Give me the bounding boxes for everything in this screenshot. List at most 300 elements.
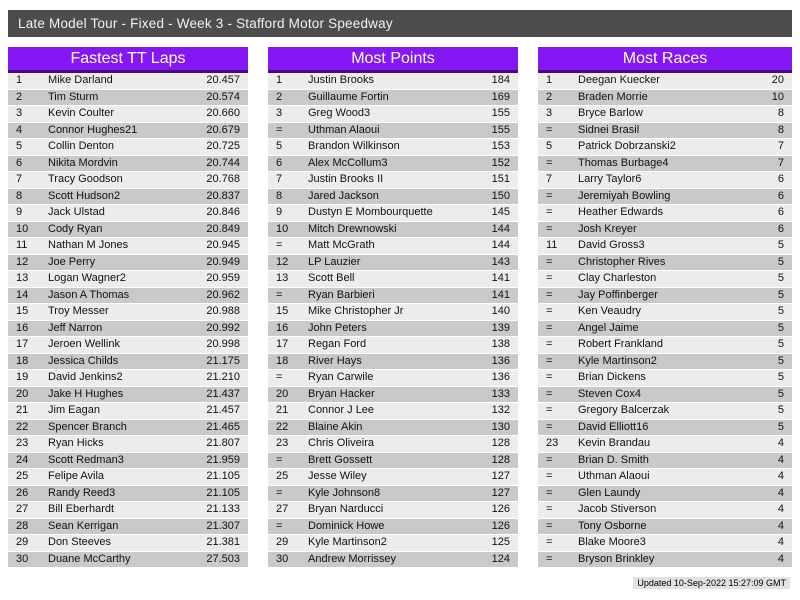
rank-cell: 4 (16, 123, 23, 136)
driver-name-cell: Uthman Alaoui (578, 470, 650, 482)
driver-name-cell: Patrick Dobrzanski2 (578, 140, 676, 152)
table-row (8, 486, 248, 503)
driver-name-cell: Chris Oliveira (308, 437, 375, 449)
rank-cell: 23 (546, 437, 559, 449)
rank-cell: = (546, 387, 553, 400)
value-cell: 20.949 (206, 255, 240, 268)
rank-cell: 17 (276, 338, 289, 350)
table-row (8, 354, 248, 371)
value-cell: 4 (777, 536, 784, 548)
rank-cell: = (546, 338, 553, 350)
value-cell: 5 (777, 404, 784, 416)
table-row (538, 189, 792, 206)
value-cell: 5 (777, 239, 784, 251)
table-row (8, 90, 248, 107)
value-cell: 21.807 (206, 437, 240, 449)
value-cell: 6 (777, 189, 784, 202)
table-row (538, 469, 792, 486)
driver-name-cell: Collin Denton (48, 140, 115, 152)
rank-cell: 25 (16, 470, 29, 482)
rank-cell: 1 (546, 74, 553, 86)
rank-cell: = (546, 420, 553, 433)
driver-name-cell: Sidnei Brasil (578, 123, 640, 136)
table-row (268, 288, 518, 305)
table-row (538, 123, 792, 140)
rank-cell: = (276, 486, 283, 499)
table-row (268, 106, 518, 123)
rank-cell: 14 (16, 288, 29, 301)
table-row (8, 370, 248, 387)
table-row (8, 205, 248, 222)
rank-cell: 12 (16, 255, 29, 268)
table-row (268, 502, 518, 519)
table-row (538, 238, 792, 255)
value-cell: 21.381 (206, 536, 240, 548)
value-cell: 20.725 (206, 140, 240, 152)
rank-cell: 8 (16, 189, 23, 202)
driver-name-cell: Larry Taylor6 (578, 173, 642, 185)
value-cell: 143 (491, 255, 510, 268)
rank-cell: = (546, 503, 553, 515)
table-row (268, 238, 518, 255)
table-row (268, 139, 518, 156)
table-row (268, 205, 518, 222)
driver-name-cell: Glen Laundy (578, 486, 641, 499)
value-cell: 140 (491, 305, 510, 317)
value-cell: 20.945 (206, 239, 240, 251)
value-cell: 4 (777, 437, 784, 449)
value-cell: 5 (777, 354, 784, 367)
value-cell: 7 (777, 156, 784, 169)
driver-name-cell: Troy Messer (48, 305, 109, 317)
value-cell: 4 (777, 486, 784, 499)
rank-cell: 21 (16, 404, 29, 416)
rank-cell: 15 (16, 305, 29, 317)
table-row (8, 189, 248, 206)
driver-name-cell: Duane McCarthy (48, 552, 131, 565)
table-row (8, 403, 248, 420)
rank-cell: 15 (276, 305, 289, 317)
driver-name-cell: Joe Perry (48, 255, 96, 268)
value-cell: 8 (777, 123, 784, 136)
table-row (268, 271, 518, 288)
rank-cell: 28 (16, 519, 29, 532)
rank-cell: = (546, 371, 553, 383)
driver-name-cell: Nikita Mordvin (48, 156, 118, 169)
table-row (268, 222, 518, 239)
driver-name-cell: Jared Jackson (308, 189, 379, 202)
driver-name-cell: Dustyn E Mombourquette (308, 206, 433, 218)
table-row (8, 123, 248, 140)
driver-name-cell: Josh Kreyer (578, 222, 637, 235)
value-cell: 20.998 (206, 338, 240, 350)
value-cell: 5 (777, 272, 784, 284)
driver-name-cell: Nathan M Jones (48, 239, 129, 251)
value-cell: 136 (491, 371, 510, 383)
driver-name-cell: Bryan Hacker (308, 387, 375, 400)
driver-name-cell: David Elliott16 (578, 420, 649, 433)
value-cell: 5 (777, 321, 784, 334)
table-row (8, 519, 248, 536)
driver-name-cell: Tim Sturm (48, 90, 99, 103)
value-cell: 153 (491, 140, 510, 152)
table-row (538, 321, 792, 338)
leaderboards (8, 47, 792, 568)
driver-name-cell: Scott Hudson2 (48, 189, 121, 202)
rank-cell: 11 (546, 239, 558, 251)
value-cell: 10 (771, 90, 784, 103)
rank-cell: 7 (16, 173, 23, 185)
table-row (538, 519, 792, 536)
rank-cell: 22 (16, 420, 29, 433)
value-cell: 20 (771, 74, 784, 86)
rank-cell: = (276, 453, 283, 466)
rank-cell: 10 (276, 222, 289, 235)
updated-timestamp: Updated 10-Sep-2022 15:27:09 GMT (633, 577, 790, 589)
rank-cell: 9 (16, 206, 23, 218)
rank-cell: = (546, 255, 553, 268)
rank-cell: 27 (16, 503, 29, 515)
table-row (538, 106, 792, 123)
value-cell: 20.849 (206, 222, 240, 235)
rank-cell: = (276, 519, 283, 532)
rank-cell: 8 (276, 189, 283, 202)
panel-title: Most Races (538, 47, 792, 73)
value-cell: 20.846 (206, 206, 240, 218)
rank-cell: 11 (16, 239, 28, 251)
table-row (8, 304, 248, 321)
rank-cell: 16 (276, 321, 289, 334)
value-cell: 4 (777, 519, 784, 532)
driver-name-cell: Scott Bell (308, 272, 355, 284)
rank-cell: = (546, 354, 553, 367)
rank-cell: 20 (276, 387, 289, 400)
driver-name-cell: Andrew Morrissey (308, 552, 397, 565)
table-row (268, 519, 518, 536)
driver-name-cell: Dominick Howe (308, 519, 385, 532)
value-cell: 141 (491, 272, 510, 284)
rank-cell: 13 (276, 272, 289, 284)
table-row (268, 486, 518, 503)
rank-cell: 20 (16, 387, 29, 400)
driver-name-cell: Jay Poffinberger (578, 288, 658, 301)
table-row (8, 238, 248, 255)
value-cell: 20.992 (206, 321, 240, 334)
value-cell: 7 (777, 140, 784, 152)
table-row (268, 403, 518, 420)
driver-name-cell: Jacob Stiverson (578, 503, 657, 515)
rank-cell: 5 (276, 140, 283, 152)
rank-cell: = (546, 123, 553, 136)
value-cell: 27.503 (206, 552, 240, 565)
rank-cell: 1 (276, 74, 283, 86)
table-row (538, 205, 792, 222)
value-cell: 4 (777, 470, 784, 482)
table-row (8, 288, 248, 305)
table-row (538, 387, 792, 404)
value-cell: 4 (777, 503, 784, 515)
driver-name-cell: Matt McGrath (308, 239, 375, 251)
driver-name-cell: Greg Wood3 (308, 107, 371, 119)
rank-cell: = (546, 206, 553, 218)
driver-name-cell: Jim Eagan (48, 404, 100, 416)
driver-name-cell: Jack Ulstad (48, 206, 105, 218)
table-row (8, 535, 248, 552)
driver-name-cell: Clay Charleston (578, 272, 657, 284)
driver-name-cell: Don Steeves (48, 536, 111, 548)
table-row (538, 370, 792, 387)
driver-name-cell: Justin Brooks (308, 74, 375, 86)
panel-fastest-tt-laps (8, 47, 248, 568)
value-cell: 20.744 (206, 156, 240, 169)
driver-name-cell: Felipe Avila (48, 470, 105, 482)
table-row (538, 552, 792, 569)
rank-cell: = (546, 189, 553, 202)
panel-most-races (538, 47, 792, 568)
table-row (8, 337, 248, 354)
rank-cell: = (546, 486, 553, 499)
table-row (268, 420, 518, 437)
value-cell: 152 (491, 156, 510, 169)
table-row (538, 403, 792, 420)
value-cell: 6 (777, 222, 784, 235)
table-row (268, 535, 518, 552)
driver-name-cell: LP Lauzier (308, 255, 361, 268)
driver-name-cell: Ryan Barbieri (308, 288, 375, 301)
driver-name-cell: Jeff Narron (48, 321, 103, 334)
driver-name-cell: Guillaume Fortin (308, 90, 389, 103)
rank-cell: = (546, 404, 553, 416)
table-row (8, 502, 248, 519)
footer (8, 573, 792, 591)
value-cell: 5 (777, 387, 784, 400)
rank-cell: 29 (16, 536, 29, 548)
table-row (8, 271, 248, 288)
driver-name-cell: Tony Osborne (578, 519, 647, 532)
rank-cell: = (546, 321, 553, 334)
table-row (8, 255, 248, 272)
rank-cell: 30 (276, 552, 289, 565)
value-cell: 21.959 (206, 453, 240, 466)
rank-cell: = (546, 453, 553, 466)
driver-name-cell: Scott Redman3 (48, 453, 124, 466)
value-cell: 21.457 (206, 404, 240, 416)
driver-name-cell: Steven Cox4 (578, 387, 641, 400)
driver-name-cell: Blaine Akin (308, 420, 363, 433)
rank-cell: 24 (16, 453, 29, 466)
table-row (8, 453, 248, 470)
value-cell: 145 (491, 206, 510, 218)
driver-name-cell: Mitch Drewnowski (308, 222, 397, 235)
driver-name-cell: Bryce Barlow (578, 107, 643, 119)
driver-name-cell: Gregory Balcerzak (578, 404, 670, 416)
value-cell: 155 (491, 123, 510, 136)
value-cell: 21.307 (206, 519, 240, 532)
driver-name-cell: Connor J Lee (308, 404, 375, 416)
value-cell: 133 (491, 387, 510, 400)
table-row (268, 469, 518, 486)
table-row (538, 288, 792, 305)
rank-cell: = (546, 156, 553, 169)
rank-cell: 10 (16, 222, 29, 235)
table-row (538, 304, 792, 321)
table-row (538, 453, 792, 470)
driver-name-cell: Alex McCollum3 (308, 156, 388, 169)
driver-name-cell: Sean Kerrigan (48, 519, 119, 532)
value-cell: 144 (491, 239, 510, 251)
table-row (8, 139, 248, 156)
driver-name-cell: Jessica Childs (48, 354, 119, 367)
table-row (8, 552, 248, 569)
table-row (268, 354, 518, 371)
value-cell: 124 (491, 552, 510, 565)
driver-name-cell: Connor Hughes21 (48, 123, 138, 136)
table-row (538, 535, 792, 552)
rank-cell: 25 (276, 470, 289, 482)
value-cell: 20.457 (206, 74, 240, 86)
value-cell: 5 (777, 338, 784, 350)
title-bar: Late Model Tour - Fixed - Week 3 - Stafford Motor Speedway (8, 10, 792, 37)
table-row (8, 420, 248, 437)
value-cell: 5 (777, 255, 784, 268)
driver-name-cell: Cody Ryan (48, 222, 103, 235)
table-row (538, 420, 792, 437)
table-row (268, 255, 518, 272)
driver-name-cell: Kevin Coulter (48, 107, 115, 119)
rank-cell: = (546, 519, 553, 532)
driver-name-cell: Angel Jaime (578, 321, 639, 334)
driver-name-cell: Mike Darland (48, 74, 113, 86)
driver-name-cell: Ryan Carwile (308, 371, 374, 383)
rank-cell: = (546, 272, 553, 284)
value-cell: 141 (491, 288, 510, 301)
table-row (538, 156, 792, 173)
driver-name-cell: David Gross3 (578, 239, 645, 251)
driver-name-cell: Mike Christopher Jr (308, 305, 404, 317)
table-row (268, 123, 518, 140)
value-cell: 136 (491, 354, 510, 367)
driver-name-cell: Ken Veaudry (578, 305, 641, 317)
table-row (538, 222, 792, 239)
value-cell: 184 (491, 74, 510, 86)
rank-cell: 6 (16, 156, 23, 169)
rank-cell: = (276, 239, 283, 251)
value-cell: 20.574 (206, 90, 240, 103)
driver-name-cell: Thomas Burbage4 (578, 156, 669, 169)
driver-name-cell: Jason A Thomas (48, 288, 130, 301)
rank-cell: = (546, 470, 553, 482)
value-cell: 21.105 (206, 470, 240, 482)
rank-cell: = (546, 305, 553, 317)
driver-name-cell: Deegan Kuecker (578, 74, 660, 86)
driver-name-cell: Kyle Martinson2 (578, 354, 657, 367)
driver-name-cell: Uthman Alaoui (308, 123, 380, 136)
rank-cell: 2 (276, 90, 283, 103)
driver-name-cell: Brian Dickens (578, 371, 646, 383)
rank-cell: = (276, 371, 283, 383)
rank-cell: 23 (276, 437, 289, 449)
driver-name-cell: Jake H Hughes (48, 387, 124, 400)
rank-cell: 30 (16, 552, 29, 565)
table-row (268, 189, 518, 206)
value-cell: 20.837 (206, 189, 240, 202)
rank-cell: 29 (276, 536, 289, 548)
rank-cell: 7 (276, 173, 283, 185)
table-row (268, 90, 518, 107)
driver-name-cell: Brandon Wilkinson (308, 140, 400, 152)
value-cell: 21.133 (206, 503, 240, 515)
value-cell: 5 (777, 420, 784, 433)
table-row (268, 337, 518, 354)
driver-name-cell: Brett Gossett (308, 453, 373, 466)
table-row (8, 73, 248, 90)
rank-cell: 12 (276, 255, 289, 268)
table-row (538, 354, 792, 371)
rank-cell: 9 (276, 206, 283, 218)
rank-cell: 7 (546, 173, 553, 185)
driver-name-cell: Blake Moore3 (578, 536, 646, 548)
table-row (538, 337, 792, 354)
rank-cell: 16 (16, 321, 29, 334)
driver-name-cell: Jeremiyah Bowling (578, 189, 671, 202)
value-cell: 20.962 (206, 288, 240, 301)
rank-cell: 26 (16, 486, 29, 499)
value-cell: 169 (491, 90, 510, 103)
table-row (268, 552, 518, 569)
driver-name-cell: Kyle Johnson8 (308, 486, 381, 499)
table-row (268, 172, 518, 189)
table-row (538, 139, 792, 156)
value-cell: 144 (491, 222, 510, 235)
table-row (538, 502, 792, 519)
rank-cell: = (276, 288, 283, 301)
table-row (538, 73, 792, 90)
table-row (268, 436, 518, 453)
value-cell: 151 (491, 173, 510, 185)
panel-most-points (268, 47, 518, 568)
rank-cell: = (276, 123, 283, 136)
value-cell: 21.210 (206, 371, 240, 383)
value-cell: 4 (777, 453, 784, 466)
table-row (538, 172, 792, 189)
rank-cell: = (546, 222, 553, 235)
value-cell: 128 (491, 453, 510, 466)
driver-name-cell: Kevin Brandau (578, 437, 651, 449)
rank-cell: 23 (16, 437, 29, 449)
driver-name-cell: Regan Ford (308, 338, 367, 350)
driver-name-cell: Robert Frankland (578, 338, 663, 350)
value-cell: 132 (491, 404, 510, 416)
value-cell: 130 (491, 420, 510, 433)
rank-cell: 6 (276, 156, 283, 169)
driver-name-cell: Kyle Martinson2 (308, 536, 387, 548)
driver-name-cell: Braden Morrie (578, 90, 648, 103)
rank-cell: 3 (276, 107, 283, 119)
value-cell: 20.660 (206, 107, 240, 119)
driver-name-cell: Christopher Rives (578, 255, 666, 268)
value-cell: 5 (777, 305, 784, 317)
rank-cell: 22 (276, 420, 289, 433)
table-row (8, 156, 248, 173)
table-row (538, 486, 792, 503)
value-cell: 20.988 (206, 305, 240, 317)
rank-cell: 2 (16, 90, 23, 103)
driver-name-cell: Bill Eberhardt (48, 503, 115, 515)
value-cell: 127 (491, 470, 510, 482)
driver-name-cell: Bryan Narducci (308, 503, 384, 515)
panel-rows (8, 73, 248, 568)
value-cell: 6 (777, 173, 784, 185)
